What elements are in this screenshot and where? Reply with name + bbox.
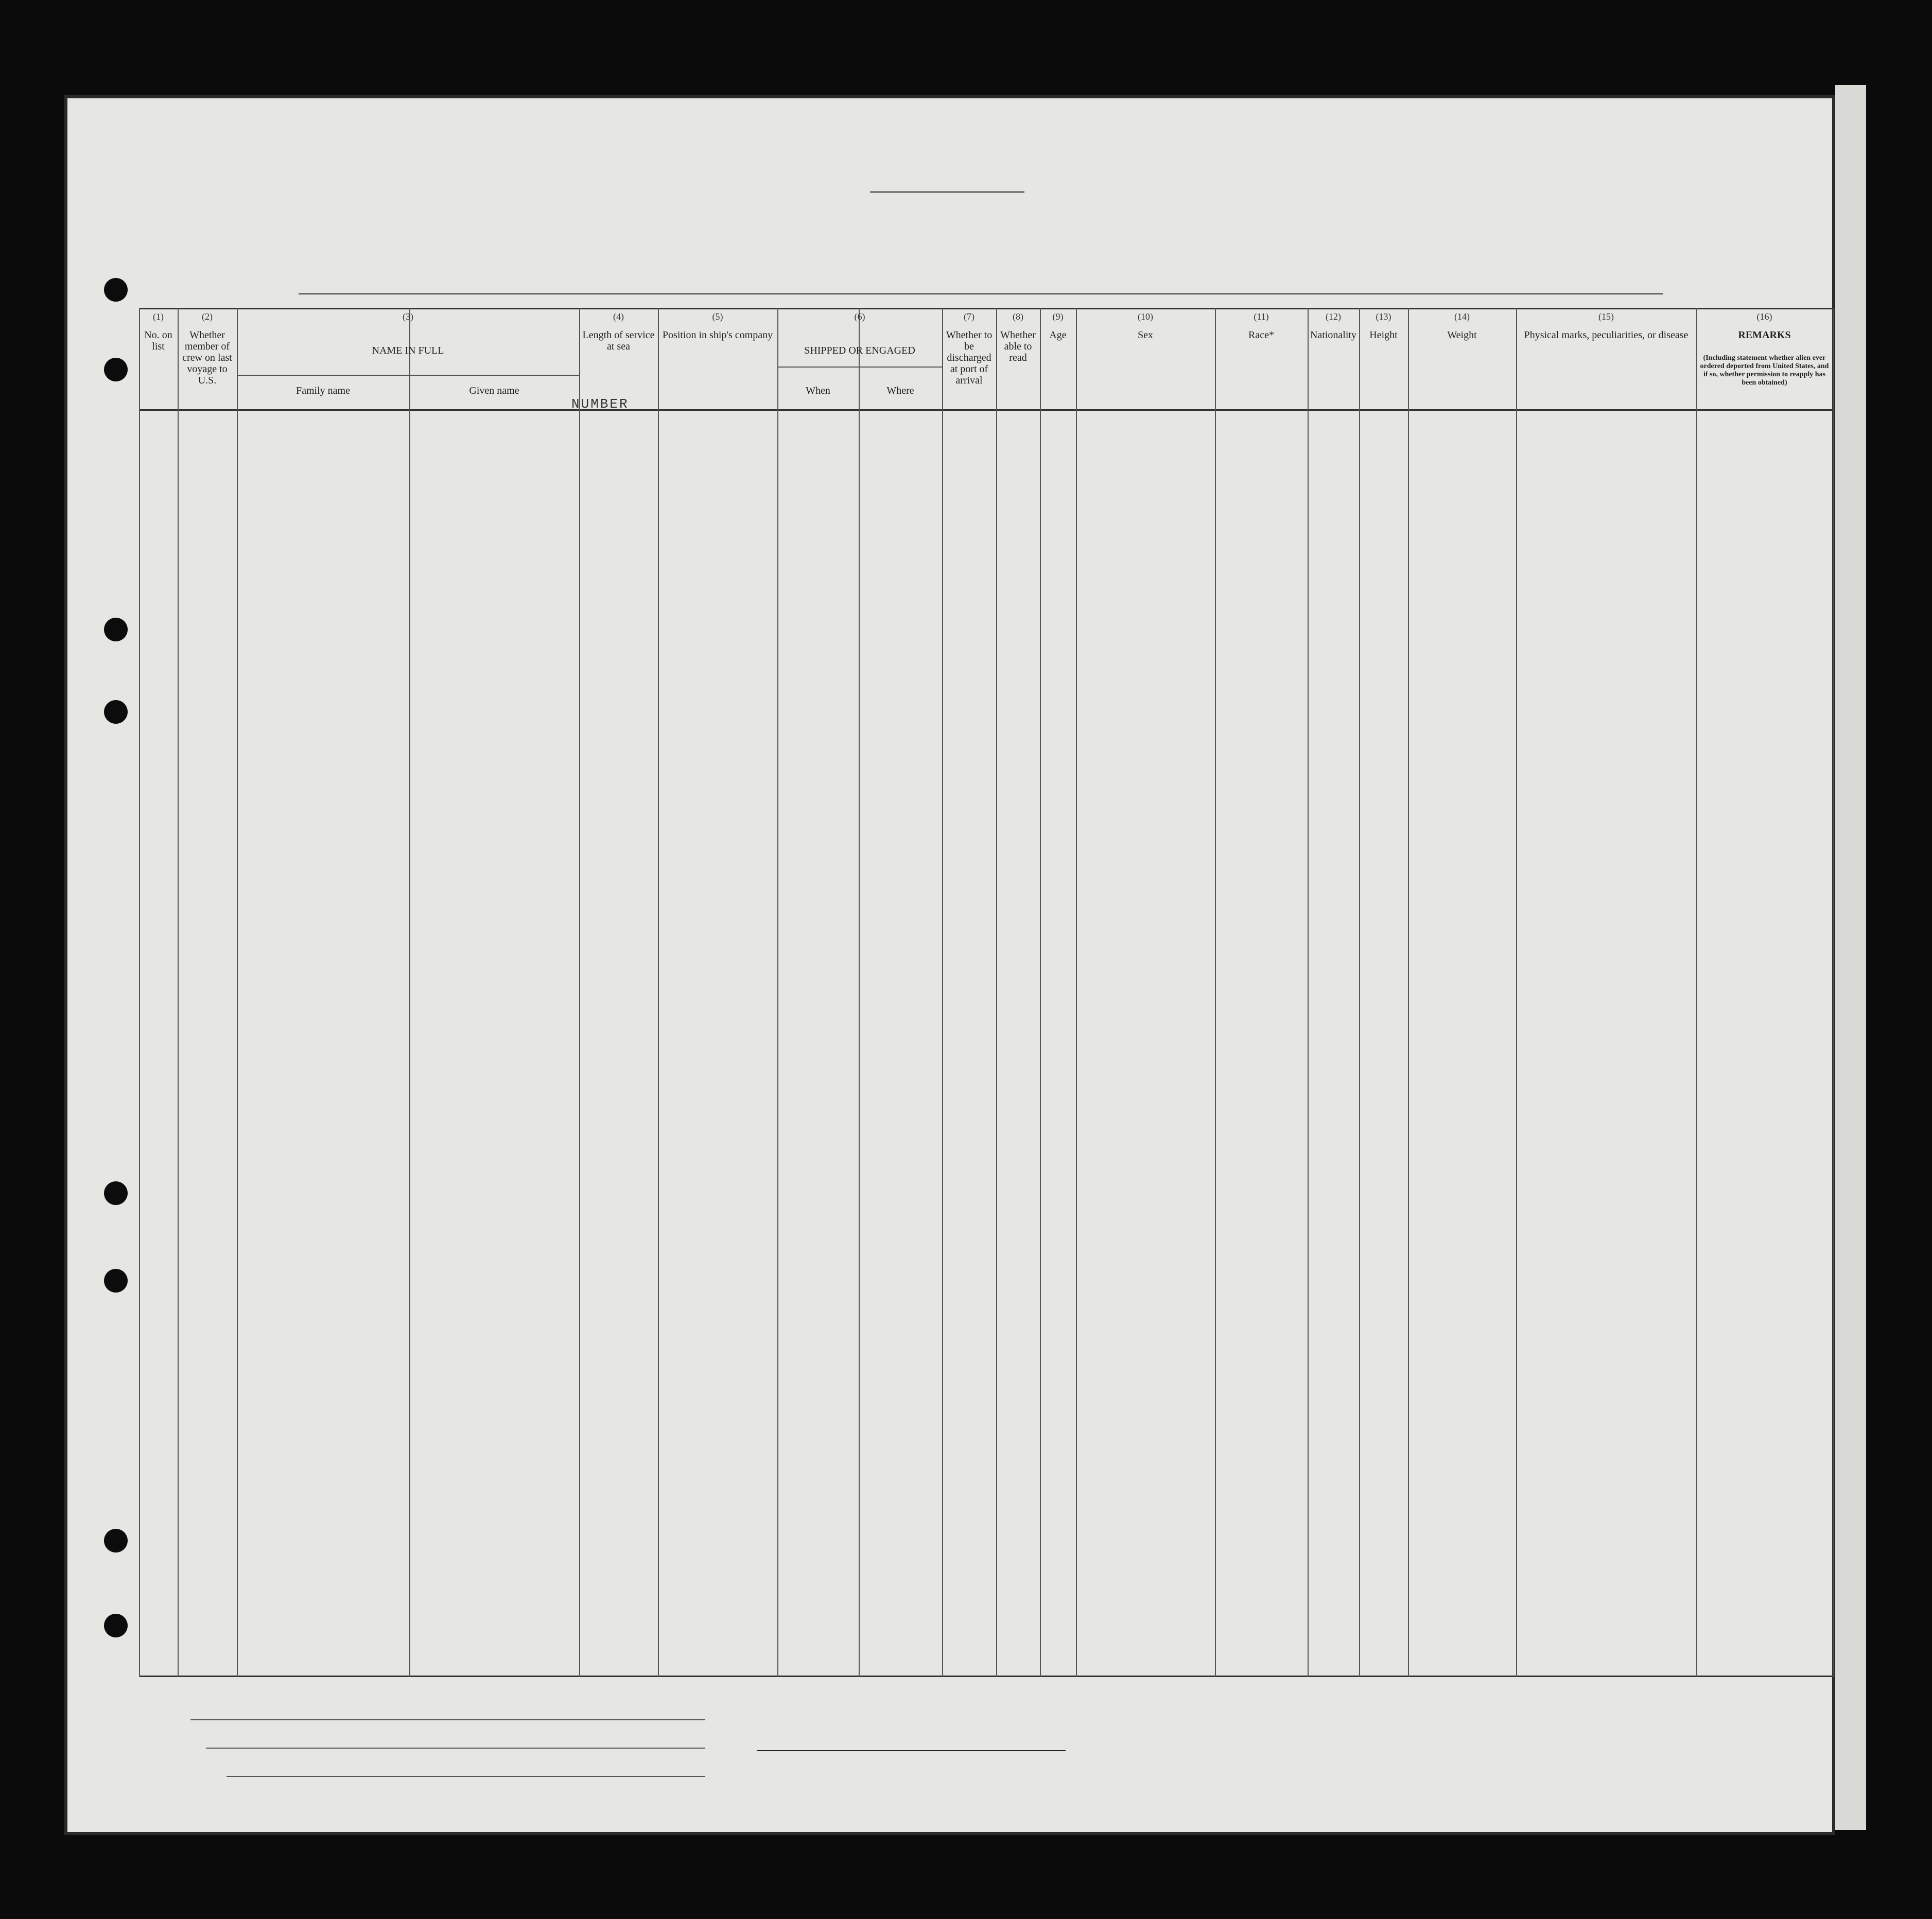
column-number: (4): [613, 311, 624, 322]
column-header: Nationality: [1310, 329, 1356, 341]
punch-hole: [104, 1181, 128, 1205]
column-number: (9): [1052, 311, 1064, 322]
column-header: Whether able to read: [1000, 329, 1036, 363]
column-number: (15): [1598, 311, 1614, 322]
column-rule: [178, 308, 179, 1677]
column-rule: [658, 308, 659, 1677]
column-number: (14): [1454, 311, 1470, 322]
punch-hole: [104, 700, 128, 724]
punch-hole: [104, 278, 128, 302]
column-header: Height: [1369, 329, 1398, 341]
column-number: (7): [964, 311, 974, 322]
column-number: (1): [153, 311, 164, 322]
column-number: (10): [1138, 311, 1153, 322]
column-rule: [1516, 308, 1517, 1677]
column-header: REMARKS: [1738, 329, 1791, 341]
column-header: Length of service at sea: [582, 329, 655, 352]
column-rule: [237, 308, 238, 1677]
column-header: Age: [1049, 329, 1067, 341]
column-header: Sex: [1138, 329, 1153, 341]
column-header: No. on list: [144, 329, 172, 352]
column-number: (11): [1254, 311, 1269, 322]
column-rule: [1076, 308, 1077, 1677]
column-header: Weight: [1447, 329, 1477, 341]
column-rule: [1833, 308, 1834, 1677]
column-header: Position in ship's company: [662, 329, 773, 341]
column-rule: [139, 308, 140, 1677]
column-note: (Including statement whether alien ever ordered deported from United States, and if so, whether permission to reapply has been obtained): [1700, 354, 1829, 387]
column-header: SHIPPED OR ENGAGED: [804, 345, 915, 356]
column-subheader: Family name: [296, 385, 350, 396]
column-number: (16): [1756, 311, 1772, 322]
column-rule: [1696, 308, 1697, 1677]
column-subheader: When: [806, 385, 830, 396]
column-header: Physical marks, peculiarities, or disease: [1524, 329, 1689, 341]
punch-hole: [104, 1529, 128, 1552]
column-rule: [942, 308, 943, 1677]
column-number: (3): [403, 311, 413, 322]
column-header: Race*: [1248, 329, 1274, 341]
column-rule: [1408, 308, 1409, 1677]
column-number: (8): [1013, 311, 1023, 322]
column-number: (6): [854, 311, 865, 322]
column-number: (12): [1326, 311, 1341, 322]
column-subheader: Given name: [469, 385, 519, 396]
column-header: Whether to be discharged at port of arrival: [946, 329, 993, 386]
column-rule: [777, 308, 778, 1677]
column-rule: [409, 308, 410, 1677]
column-rule: [996, 308, 997, 1677]
column-rule: [859, 308, 860, 1677]
column-extra: NUMBER: [571, 396, 629, 412]
column-header: NAME IN FULL: [372, 345, 444, 356]
column-number: (5): [712, 311, 723, 322]
punch-hole: [104, 1614, 128, 1637]
column-number: (2): [202, 311, 213, 322]
column-number: (13): [1376, 311, 1391, 322]
column-rule: [1359, 308, 1360, 1677]
column-rule: [1308, 308, 1309, 1677]
punch-hole: [104, 618, 128, 641]
column-header: Whether member of crew on last voyage to U.S.: [182, 329, 232, 386]
column-rule: [1215, 308, 1216, 1677]
punch-hole: [104, 358, 128, 381]
column-rule: [579, 308, 580, 1677]
column-subheader: Where: [886, 385, 914, 396]
page-edge: [1835, 85, 1866, 1830]
column-rule: [1040, 308, 1041, 1677]
punch-hole: [104, 1269, 128, 1293]
